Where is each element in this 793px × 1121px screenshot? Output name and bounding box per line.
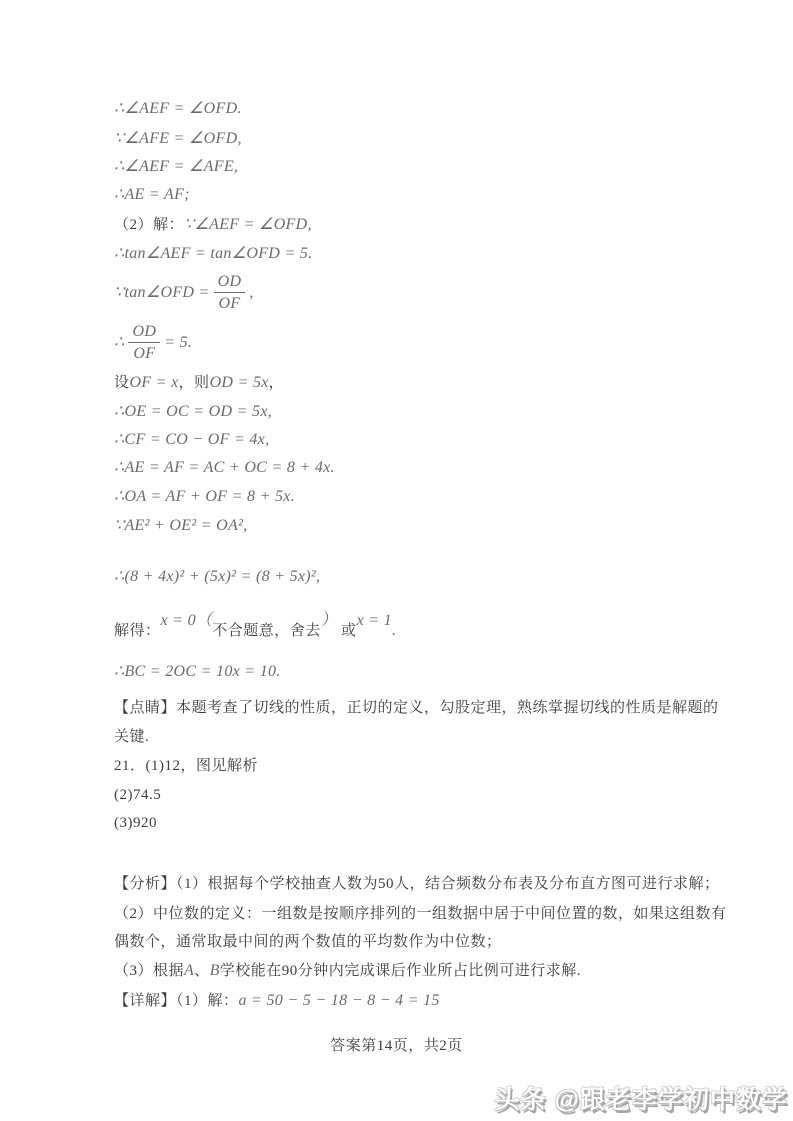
formula-line-10: ∴OE = OC = OD = 5x, [114, 403, 273, 420]
analysis-line-1: 【分析】（1）根据每个学校抽查人数为50人，结合频数分布表及分布直方图可进行求解； [114, 876, 720, 892]
formula-text: OF = x [129, 374, 179, 391]
formula-line-2: ∵∠AFE = ∠OFD, [114, 130, 242, 147]
formula-line-15: ∴(8 + 4x)² + (5x)² = (8 + 5x)², [114, 568, 321, 585]
fraction-od-of [128, 322, 160, 363]
formula-line-17: ∴BC = 2OC = 10x = 10. [114, 663, 281, 680]
solve-line [114, 612, 397, 642]
formula-line-5 [114, 214, 312, 236]
formula-line-12: ∴AE = AF = AC + OC = 8 + 4x. [114, 459, 335, 476]
remark-paragraph-line-1: 【点睛】本题考查了切线的性质，正切的定义，勾股定理，熟练掌握切线的性质是解题的 [114, 700, 719, 716]
remark-paragraph-line-2: 关键. [114, 729, 150, 745]
discard-text: 不合题意，舍去 [212, 623, 321, 639]
detail-formula: a = 50 − 5 − 18 − 8 − 4 = 15 [238, 992, 440, 1009]
fraction-numerator: OD [217, 273, 242, 290]
formula-suffix: , [249, 283, 254, 301]
then-label: ，则 [178, 375, 210, 391]
analysis3-prefix: （3）根据 [114, 963, 185, 979]
formula-text: ∵∠AEF = ∠OFD, [184, 216, 312, 233]
separator: 、 [194, 963, 210, 979]
solution-x1: x = 1 [356, 612, 392, 629]
school-a-label: A [184, 962, 195, 979]
formula-line-7 [114, 272, 254, 313]
formula-line-14: ∵AE² + OE² = OA², [114, 517, 248, 534]
formula-line-8 [114, 322, 192, 363]
formula-suffix: = 5. [164, 333, 193, 351]
answer-21-part1: 21．(1)12，图见解析 [114, 758, 258, 774]
fraction-od-of [214, 272, 246, 313]
fraction-denominator: OF [128, 342, 160, 363]
formula-line-9 [114, 372, 284, 394]
formula-line-11: ∴CF = CO − OF = 4x, [114, 431, 270, 448]
analysis-line-3 [114, 960, 581, 982]
fraction-denominator: OF [214, 292, 246, 313]
formula-line-3: ∴∠AEF = ∠AFE, [114, 158, 239, 175]
formula-line-1: ∴∠AEF = ∠OFD. [114, 100, 242, 117]
answer-21-part2: (2)74.5 [114, 787, 162, 803]
or-label: 或 [341, 623, 357, 639]
formula-prefix: ∵tan∠OFD = [114, 283, 210, 301]
formula-prefix: ∴ [114, 333, 125, 351]
detail-label: 【详解】（1）解： [114, 993, 239, 1009]
close-paren: ） [320, 612, 338, 629]
comma: ， [268, 375, 285, 391]
period: . [391, 622, 397, 639]
analysis3-suffix-text: 学校能在90分钟内完成课后作业所占比例可进行求解. [219, 963, 581, 979]
set-label: 设 [114, 375, 130, 391]
analysis-line-2b: 偶数个，通常取最中间的两个数值的平均数作为中位数； [114, 934, 502, 950]
formula-line-6: ∴tan∠AEF = tan∠OFD = 5. [114, 245, 313, 262]
part2-label: （2）解： [114, 217, 185, 233]
page-footer: 答案第14页，共2页 [330, 1038, 463, 1054]
school-b-label: B [209, 962, 220, 979]
formula-text: OD = 5x [209, 374, 269, 391]
fraction-numerator: OD [132, 323, 157, 340]
watermark-text: 头条 @跟老李学初中数学 [494, 1086, 788, 1114]
answer-21-part3: (3)920 [114, 815, 157, 831]
formula-line-4: ∴AE = AF; [114, 186, 190, 203]
solution-x0: x = 0（ [160, 612, 213, 629]
detail-line [114, 990, 440, 1012]
formula-line-13: ∴OA = AF + OF = 8 + 5x. [114, 488, 295, 505]
analysis-line-2a: （2）中位数的定义：一组数是按顺序排列的一组数据中居于中间位置的数，如果这组数有 [114, 906, 727, 922]
solve-label: 解得： [114, 623, 161, 639]
